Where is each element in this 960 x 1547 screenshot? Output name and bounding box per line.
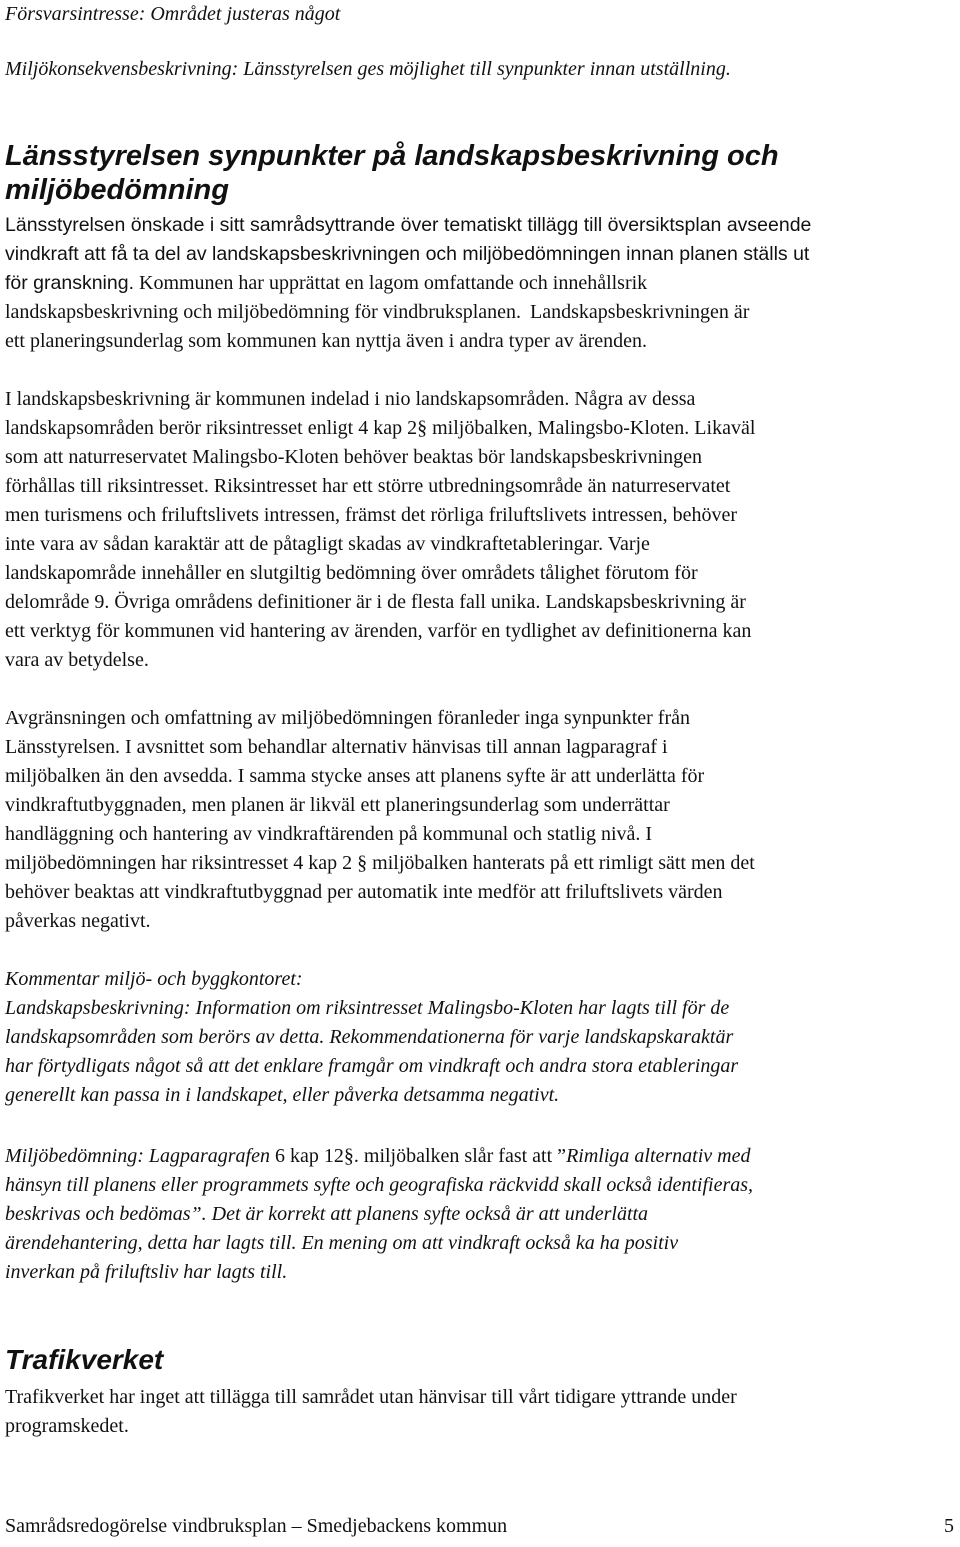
comment2-line: hänsyn till planens eller programmets syfte och geografiska räckvidd skall också identifieras, xyxy=(5,1174,754,1196)
p2-line: vara av betydelse. xyxy=(5,649,149,671)
header-line-1: Försvarsintresse: Området justeras något xyxy=(5,3,341,25)
comment-line: Landskapsbeskrivning: Information om riksintresset Malingsbo-Kloten har lagts till för de xyxy=(5,997,730,1019)
page-footer xyxy=(5,1512,954,1540)
comment2-part: Miljöbedömning: Lagparagrafen xyxy=(5,1145,275,1167)
header-block xyxy=(5,0,340,29)
section-title-lansstyrelsen xyxy=(5,139,779,207)
p1-line: ett planeringsunderlag som kommunen kan nyttja även i andra typer av ärenden. xyxy=(5,330,648,352)
section-title-line-1: Länsstyrelsen synpunkter på landskapsbeskrivning och xyxy=(5,140,779,172)
p2-line: som att naturreservatet Malingsbo-Kloten behöver beaktas bör landskapsbeskrivningen xyxy=(5,446,703,468)
comment2-line: inverkan på friluftsliv har lagts till. xyxy=(5,1261,288,1283)
comment-line: har förtydligats något så att det enklare framgår om vindkraft och andra stora etableringar xyxy=(5,1055,739,1077)
comment-line: generellt kan passa in i landskapet, eller påverka detsamma negativt. xyxy=(5,1084,560,1106)
p3-line: handläggning och hantering av vindkraftärenden på kommunal och statlig nivå. I xyxy=(5,823,653,845)
p3-line: behöver beaktas att vindkraftutbyggnad per automatik inte medför att friluftslivets värden xyxy=(5,881,723,903)
comment2-line: ärendehantering, detta har lagts till. En mening om att vindkraft också ka ha positiv xyxy=(5,1232,679,1254)
trafikverket-line: programskedet. xyxy=(5,1415,129,1437)
header-line-2: Miljökonsekvensbeskrivning: Länsstyrelsen ges möjlighet till synpunkter innan utställning. xyxy=(5,58,731,80)
intro-line: Länsstyrelsen önskade i sitt samrådsyttrande över tematiskt tillägg till översiktsplan avseende xyxy=(5,214,812,236)
p2-line: I landskapsbeskrivning är kommunen indelad i nio landskapsområden. Några av dessa xyxy=(5,388,696,410)
p3-line: vindkraftutbyggnaden, men planen är likväl ett planeringsunderlag som underrättar xyxy=(5,794,670,816)
p2-line: men turismens och friluftslivets intressen, främst det rörliga friluftslivets intressen, behöver xyxy=(5,504,738,526)
intro-paragraph xyxy=(5,211,954,356)
page-number: 5 xyxy=(944,1515,954,1537)
p2-line: landskapområde innehåller en slutgiltig bedömning över områdets tålighet förutom för xyxy=(5,562,698,584)
intro-line: för granskning. xyxy=(5,272,134,294)
p1-text: Kommunen har upprättat en lagom omfattande och innehållsrik xyxy=(139,272,648,294)
header-block-2 xyxy=(5,55,731,84)
section-title-line-2: miljöbedömning xyxy=(5,174,229,206)
p2-line: förhållas till riksintresset. Riksintresset har ett större utbredningsområde än naturreservatet xyxy=(5,475,731,497)
p3-line: Länsstyrelsen. I avsnittet som behandlar alternativ hänvisas till annan lagparagraf i xyxy=(5,736,668,758)
p2-line: inte vara av sådan karaktär att de påtagligt skadas av vindkraftetableringar. Varje xyxy=(5,533,650,555)
comment2-line-1 xyxy=(5,1142,954,1171)
paragraph-landskapsomraden xyxy=(5,385,954,675)
p3-line: påverkas negativt. xyxy=(5,910,151,932)
p2-line: landskapsområden berör riksintresset enligt 4 kap 2§ miljöbalken, Malingsbo-Kloten. Likaväl xyxy=(5,417,756,439)
comment2-part: 6 kap 12 xyxy=(275,1145,344,1167)
intro-line-mixed xyxy=(5,269,954,298)
comment-heading: Kommentar miljö- och byggkontoret: xyxy=(5,968,303,990)
comment-line: landskapsområden som berörs av detta. Rekommendationerna för varje landskapskaraktär xyxy=(5,1026,734,1048)
p2-line: delområde 9. Övriga områdens definitioner är i de flesta fall unika. Landskapsbeskrivning är xyxy=(5,591,746,613)
section-title: Trafikverket xyxy=(5,1344,164,1375)
paragraph-avgransningen xyxy=(5,704,954,936)
comment-block xyxy=(5,965,954,1110)
comment2-part: Rimliga alternativ med xyxy=(566,1145,751,1167)
comment2-part: §. miljöbalken slår fast att ” xyxy=(343,1145,567,1167)
p1-line: landskapsbeskrivning och miljöbedömning för vindbruksplanen. xyxy=(5,301,522,323)
intro-line: vindkraft att få ta del av landskapsbeskrivningen och miljöbedömningen innan planen ställs ut xyxy=(5,243,810,265)
p1-line: Landskapsbeskrivningen är xyxy=(530,301,750,323)
comment2-line: beskrivas och bedömas”. Det är korrekt att planens syfte också är att underlätta xyxy=(5,1203,649,1225)
comment-block-2 xyxy=(5,1142,954,1287)
p3-line: miljöbalken än den avsedda. I samma stycke anses att planens syfte är att underlätta för xyxy=(5,765,705,787)
p3-line: miljöbedömningen har riksintresset 4 kap 2 § miljöbalken hanterats på ett rimligt sätt men det xyxy=(5,852,755,874)
trafikverket-line: Trafikverket har inget att tillägga till samrådet utan hänvisar till vårt tidigare yttrande under xyxy=(5,1386,737,1408)
p3-line: Avgränsningen och omfattning av miljöbedömningen föranleder inga synpunkter från xyxy=(5,707,690,729)
p2-line: ett verktyg för kommunen vid hantering av ärenden, varför en tydlighet av definitionerna kan xyxy=(5,620,752,642)
section-title-trafikverket xyxy=(5,1344,163,1376)
paragraph-trafikverket xyxy=(5,1383,954,1441)
footer-text: Samrådsredogörelse vindbruksplan – Smedjebackens kommun xyxy=(5,1515,508,1537)
